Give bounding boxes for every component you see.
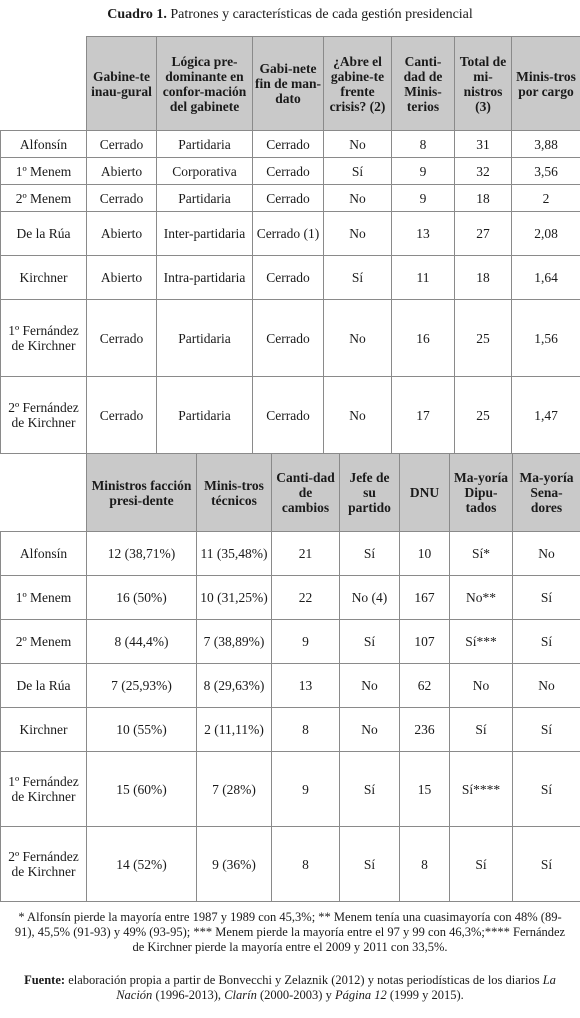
table-cell: 12 (38,71%) xyxy=(87,532,197,576)
row-label: 1º Fernández de Kirchner xyxy=(1,300,87,377)
table-cell: 2 xyxy=(512,185,580,212)
table-cell: 10 xyxy=(400,532,450,576)
table1-header-cell: Canti-dad de Minis-terios xyxy=(392,37,455,131)
table-cell: 8 xyxy=(272,708,340,752)
table-row xyxy=(1,300,580,377)
table2-header-cell: Ministros facción presi-dente xyxy=(87,454,197,532)
table1-header-cell: Minis-tros por cargo xyxy=(512,37,580,131)
row-label: Alfonsín xyxy=(1,532,87,576)
table-cell: Abierto xyxy=(87,158,157,185)
row-label: De la Rúa xyxy=(1,664,87,708)
table1-header-row xyxy=(1,37,580,131)
table1-header-cell: Gabi-nete fin de man-dato xyxy=(253,37,324,131)
table-cell: Abierto xyxy=(87,212,157,256)
table-cell: Abierto xyxy=(87,256,157,300)
source-text: (2000-2003) y xyxy=(256,988,335,1002)
table-cell: 9 (36%) xyxy=(197,827,272,902)
table-cell: Sí xyxy=(340,620,400,664)
table-cell: No xyxy=(324,131,392,158)
table2-header-cell: Ma-yoría Dipu-tados xyxy=(450,454,513,532)
table-cell: Partidaria xyxy=(157,185,253,212)
row-label: 2º Fernández de Kirchner xyxy=(1,377,87,454)
table-cell: Sí xyxy=(513,620,580,664)
table-cell: 27 xyxy=(455,212,512,256)
table-cell: Sí xyxy=(450,827,513,902)
table-cell: Cerrado xyxy=(253,185,324,212)
table-cell: Corporativa xyxy=(157,158,253,185)
table-cell: 1,56 xyxy=(512,300,580,377)
table-cell: 15 xyxy=(400,752,450,827)
table-cell: Partidaria xyxy=(157,300,253,377)
source-text: elaboración propia a partir de Bonvecchi y Zelaznik (2012) y notas periodísticas de los diarios xyxy=(65,973,543,987)
table-cell: Cerrado xyxy=(253,131,324,158)
table2-header-cell: DNU xyxy=(400,454,450,532)
table-cell: No xyxy=(513,532,580,576)
table-row xyxy=(1,752,580,827)
newspaper-name: La Nación xyxy=(116,973,556,1002)
row-label: Kirchner xyxy=(1,708,87,752)
table-cell: Sí*** xyxy=(450,620,513,664)
table-cell: No xyxy=(450,664,513,708)
source-label: Fuente: xyxy=(24,973,66,987)
caption-label: Cuadro 1. xyxy=(107,7,167,22)
table2-header-cell: Minis-tros técnicos xyxy=(197,454,272,532)
table-cell: 8 (29,63%) xyxy=(197,664,272,708)
table2-header-cell: Ma-yoría Sena-dores xyxy=(513,454,580,532)
table-row xyxy=(1,158,580,185)
table-cell: 11 (35,48%) xyxy=(197,532,272,576)
table-row xyxy=(1,256,580,300)
table-cell: 9 xyxy=(392,185,455,212)
table-cell: 7 (38,89%) xyxy=(197,620,272,664)
table-cell: Partidaria xyxy=(157,131,253,158)
table-gabinetes xyxy=(0,36,580,454)
table-cell: 14 (52%) xyxy=(87,827,197,902)
table-cell: 17 xyxy=(392,377,455,454)
table-cell: 25 xyxy=(455,300,512,377)
table-cell: No xyxy=(340,664,400,708)
table-cell: 18 xyxy=(455,185,512,212)
table-cell: 3,56 xyxy=(512,158,580,185)
table-cell: 167 xyxy=(400,576,450,620)
table-cell: 2 (11,11%) xyxy=(197,708,272,752)
source-text: (1996-2013), xyxy=(152,988,225,1002)
table2-corner-cell xyxy=(1,454,87,532)
table-caption xyxy=(0,6,580,24)
table-cell: Sí xyxy=(340,752,400,827)
table2-header-cell: Canti-dad de cambios xyxy=(272,454,340,532)
table-cell: 16 xyxy=(392,300,455,377)
table-cell: Cerrado xyxy=(253,256,324,300)
table-cell: 18 xyxy=(455,256,512,300)
table-cell: Sí xyxy=(324,158,392,185)
table-cell: 3,88 xyxy=(512,131,580,158)
row-label: 2º Menem xyxy=(1,620,87,664)
table-cell: Sí xyxy=(513,752,580,827)
table-cell: Sí**** xyxy=(450,752,513,827)
table-cell: 8 xyxy=(392,131,455,158)
table1-header-cell: Lógica pre-dominante en confor-mación del gabinete xyxy=(157,37,253,131)
table-cell: Inter-partidaria xyxy=(157,212,253,256)
table-row xyxy=(1,827,580,902)
table-cell: Cerrado xyxy=(87,300,157,377)
table-cell: 236 xyxy=(400,708,450,752)
table-cell: 8 xyxy=(272,827,340,902)
table-row xyxy=(1,212,580,256)
footnote: * Alfonsín pierde la mayoría entre 1987 y 1989 con 45,3%; ** Menem tenía una cuasimayoría con 48% (89-91), 45,5% (91-93) y 49% (93-95); *** Menem pierde la mayoría entre el 97 y 99 con 46,3%;**** Fernández de Kirchner pierde la mayoría entre el 2009 y 2011 con 33,5%. xyxy=(14,910,566,954)
table-cell: 7 (25,93%) xyxy=(87,664,197,708)
table2-header-cell: Jefe de su partido xyxy=(340,454,400,532)
table-row xyxy=(1,377,580,454)
table-cell: No** xyxy=(450,576,513,620)
table-cell: 8 (44,4%) xyxy=(87,620,197,664)
table1-corner-cell xyxy=(1,37,87,131)
table-cell: 9 xyxy=(272,752,340,827)
row-label: 2º Fernández de Kirchner xyxy=(1,827,87,902)
table-cell: 1,47 xyxy=(512,377,580,454)
table-cell: 8 xyxy=(400,827,450,902)
caption-text: Patrones y características de cada gestión presidencial xyxy=(166,7,473,22)
table-cell: Cerrado xyxy=(253,300,324,377)
table-cell: 9 xyxy=(272,620,340,664)
row-label: 1º Fernández de Kirchner xyxy=(1,752,87,827)
row-label: Alfonsín xyxy=(1,131,87,158)
table-cell: 9 xyxy=(392,158,455,185)
table2-header-row xyxy=(1,454,580,532)
table-cell: Sí xyxy=(340,827,400,902)
source-note xyxy=(10,973,570,1003)
row-label: 2º Menem xyxy=(1,185,87,212)
table-cell: Cerrado xyxy=(87,185,157,212)
table-cell: Cerrado xyxy=(253,158,324,185)
table-cell: No (4) xyxy=(340,576,400,620)
table-cell: 15 (60%) xyxy=(87,752,197,827)
table-cell: 10 (55%) xyxy=(87,708,197,752)
table-cell: 2,08 xyxy=(512,212,580,256)
source-text: (1999 y 2015). xyxy=(386,988,464,1002)
table-cell: Intra-partidaria xyxy=(157,256,253,300)
table-cell: No xyxy=(324,300,392,377)
table-cell: 11 xyxy=(392,256,455,300)
table1-header-cell: ¿Abre el gabine-te frente crisis? (2) xyxy=(324,37,392,131)
table-cell: Cerrado xyxy=(87,131,157,158)
table-row xyxy=(1,664,580,708)
table-row xyxy=(1,185,580,212)
table-cell: No xyxy=(513,664,580,708)
table-cell: 21 xyxy=(272,532,340,576)
table-cell: 16 (50%) xyxy=(87,576,197,620)
table-cell: No xyxy=(340,708,400,752)
table-cell: 107 xyxy=(400,620,450,664)
row-label: 1º Menem xyxy=(1,576,87,620)
newspaper-name: Clarín xyxy=(224,988,257,1002)
table-cell: No xyxy=(324,212,392,256)
table-row xyxy=(1,532,580,576)
table-cell: 25 xyxy=(455,377,512,454)
table-cell: Sí xyxy=(513,576,580,620)
table-cell: Cerrado xyxy=(87,377,157,454)
table-cell: 7 (28%) xyxy=(197,752,272,827)
table1-header-cell: Total de mi-nistros (3) xyxy=(455,37,512,131)
table1-header-cell: Gabine-te inau-gural xyxy=(87,37,157,131)
table-cell: 10 (31,25%) xyxy=(197,576,272,620)
table-ministros xyxy=(0,453,580,902)
table-row xyxy=(1,620,580,664)
table-row xyxy=(1,576,580,620)
table-cell: Sí* xyxy=(450,532,513,576)
table-cell: 1,64 xyxy=(512,256,580,300)
table-cell: Cerrado (1) xyxy=(253,212,324,256)
table-cell: 31 xyxy=(455,131,512,158)
table-cell: Sí xyxy=(513,827,580,902)
table-row xyxy=(1,708,580,752)
table-cell: Sí xyxy=(340,532,400,576)
table-cell: 13 xyxy=(392,212,455,256)
table-cell: Sí xyxy=(450,708,513,752)
table-cell: Sí xyxy=(513,708,580,752)
row-label: De la Rúa xyxy=(1,212,87,256)
newspaper-name: Página 12 xyxy=(334,988,387,1002)
table-row xyxy=(1,131,580,158)
table-cell: Partidaria xyxy=(157,377,253,454)
table-cell: Sí xyxy=(324,256,392,300)
table-cell: No xyxy=(324,185,392,212)
table-cell: 13 xyxy=(272,664,340,708)
row-label: Kirchner xyxy=(1,256,87,300)
table-cell: 32 xyxy=(455,158,512,185)
table-cell: No xyxy=(324,377,392,454)
table-cell: Cerrado xyxy=(253,377,324,454)
row-label: 1º Menem xyxy=(1,158,87,185)
table-cell: 62 xyxy=(400,664,450,708)
table-cell: 22 xyxy=(272,576,340,620)
